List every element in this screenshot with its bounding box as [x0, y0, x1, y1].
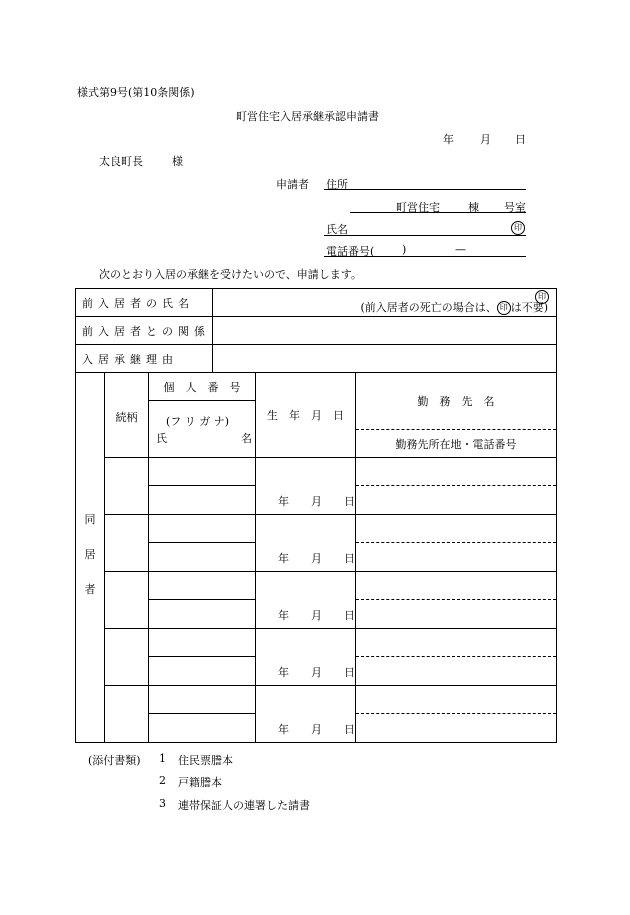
birthdate-field[interactable]: 年 月 日 — [256, 458, 356, 515]
name-field[interactable] — [149, 543, 256, 572]
name-header-cell — [149, 401, 256, 458]
workplace-header: 勤 務 先 名 — [356, 373, 557, 430]
intro-text: 次のとおり入居の承継を受けたいので、申請します。 — [99, 268, 362, 281]
workplace-field[interactable] — [356, 686, 557, 714]
prev-name-note — [360, 299, 548, 315]
prev-name-label: 前入居者の氏名 — [76, 289, 213, 317]
relationship-field[interactable] — [105, 458, 149, 515]
attachment-item-1: 住民票謄本 — [178, 754, 233, 767]
name-field[interactable] — [149, 600, 256, 629]
address-label: 住所 — [326, 178, 348, 191]
workplace-field[interactable] — [356, 515, 557, 543]
table-row — [76, 515, 557, 543]
date-day: 日 — [515, 133, 526, 146]
personal-number-field[interactable] — [149, 629, 256, 657]
personal-number-field[interactable] — [149, 572, 256, 600]
phone-field-line[interactable] — [324, 256, 526, 257]
cohabitant-label — [76, 373, 105, 743]
name-label: 氏名 — [326, 223, 348, 236]
birthdate-field[interactable]: 年 月 日 — [256, 686, 356, 743]
attachment-num-1: 1 — [159, 752, 166, 765]
prev-name-note-post: は不要) — [510, 301, 549, 314]
relationship-field[interactable] — [105, 572, 149, 629]
birthdate-field[interactable]: 年 月 日 — [256, 572, 356, 629]
phone-dash: — — [455, 243, 466, 256]
housing-label: 町営住宅 — [396, 201, 440, 214]
personal-number-field[interactable] — [149, 686, 256, 714]
room-label: 号室 — [504, 201, 526, 214]
workplace-address-field[interactable] — [356, 600, 557, 629]
relationship-field[interactable] — [105, 629, 149, 686]
relation-field[interactable] — [213, 317, 557, 345]
application-table — [75, 288, 557, 743]
note-seal-icon: 印 — [497, 301, 511, 315]
table-row — [76, 686, 557, 714]
name-header-1: 氏 — [156, 432, 167, 445]
name-field-line[interactable] — [324, 235, 526, 236]
attachment-num-2: 2 — [159, 774, 166, 787]
addressee-honorific: 様 — [172, 155, 183, 168]
applicant-label: 申請者 — [276, 178, 309, 191]
prev-name-note-pre: (前入居者の死亡の場合は、 — [360, 301, 497, 314]
name-field[interactable] — [149, 714, 256, 743]
workplace-address-field[interactable] — [356, 486, 557, 515]
personal-number-header: 個 人 番 号 — [149, 373, 256, 401]
relation-row — [76, 317, 557, 345]
name-field[interactable] — [149, 657, 256, 686]
birthdate-field[interactable]: 年 月 日 — [256, 629, 356, 686]
seal-icon: 印 — [511, 221, 525, 235]
workplace-address-field[interactable] — [356, 714, 557, 743]
prev-name-field[interactable] — [213, 289, 557, 317]
workplace-field[interactable] — [356, 572, 557, 600]
personal-number-field[interactable] — [149, 458, 256, 486]
table-row — [76, 629, 557, 657]
relation-label: 前入居者との関係 — [76, 317, 213, 345]
cohabitant-char-1: 同 — [84, 513, 96, 526]
workplace-field[interactable] — [356, 458, 557, 486]
attachment-num-3: 3 — [159, 797, 166, 810]
phone-label: 電話番号( — [326, 245, 375, 258]
table-row — [76, 572, 557, 600]
attachment-item-2: 戸籍謄本 — [178, 776, 222, 789]
cohabitant-char-3: 者 — [84, 583, 96, 596]
personal-number-field[interactable] — [149, 515, 256, 543]
building-label: 棟 — [468, 201, 479, 214]
table-row — [76, 458, 557, 486]
workplace-address-header: 勤務先所在地・電話番号 — [356, 430, 557, 458]
birthdate-field[interactable]: 年 月 日 — [256, 515, 356, 572]
workplace-address-field[interactable] — [356, 657, 557, 686]
prev-name-row — [76, 289, 557, 317]
prev-name-seal-icon: 印 — [535, 290, 549, 304]
workplace-field[interactable] — [356, 629, 557, 657]
furigana-header: (フ リ ガ ナ) — [166, 415, 230, 428]
attachments-label: (添付書類) — [88, 754, 141, 767]
attachment-item-3: 連帯保証人の連署した請書 — [178, 799, 310, 812]
name-header-2: 名 — [241, 432, 252, 445]
relationship-field[interactable] — [105, 686, 149, 743]
reason-row — [76, 345, 557, 373]
housing-field-line[interactable] — [350, 212, 526, 213]
relationship-field[interactable] — [105, 515, 149, 572]
page-title: 町営住宅入居承継承認申請書 — [236, 110, 379, 123]
relationship-header: 続柄 — [105, 373, 149, 458]
addressee-name: 太良町長 — [99, 155, 143, 168]
birthdate-header: 生 年 月 日 — [256, 373, 356, 458]
phone-paren-close: ) — [402, 243, 407, 256]
address-field-line[interactable] — [324, 189, 526, 190]
reason-label: 入居承継理由 — [76, 345, 213, 373]
form-number: 様式第9号(第10条関係) — [77, 86, 195, 99]
date-month: 月 — [480, 133, 491, 146]
workplace-address-field[interactable] — [356, 543, 557, 572]
cohabitant-char-2: 居 — [84, 548, 96, 561]
reason-field[interactable] — [213, 345, 557, 373]
date-year: 年 — [443, 133, 454, 146]
name-field[interactable] — [149, 486, 256, 515]
